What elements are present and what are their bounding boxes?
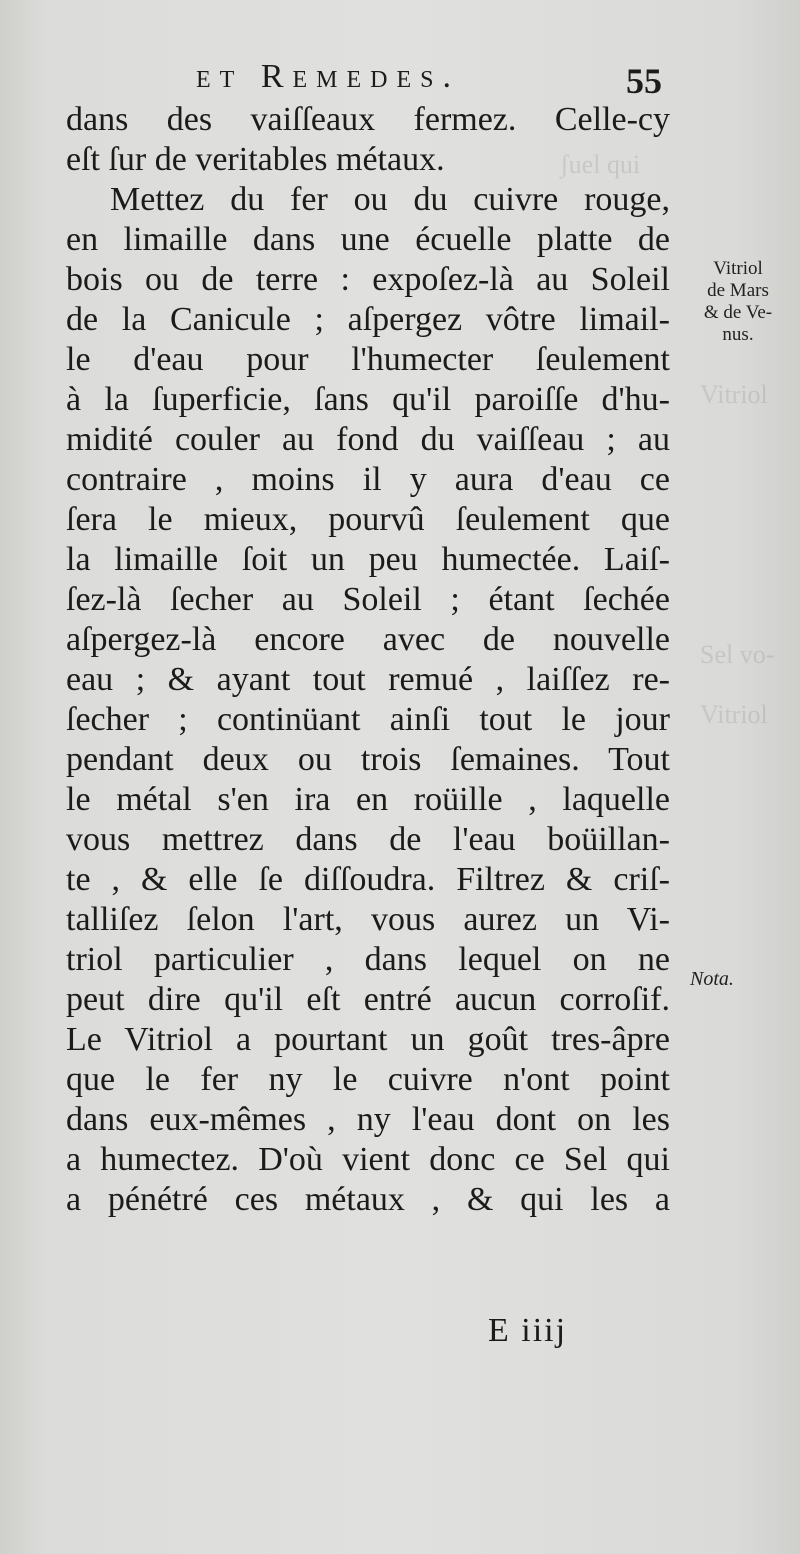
text-line: le métal s'en ira en roüille , laquelle — [66, 781, 670, 818]
text-line: à la ſuperficie, ſans qu'il paroiſſe d'hu- — [66, 381, 670, 418]
show-through-bleed: Sel vo- — [700, 640, 775, 669]
body-text — [66, 100, 670, 1220]
margin-note-line: nus. — [722, 324, 754, 345]
text-line: talliſez ſelon l'art, vous aurez un Vi- — [66, 901, 670, 938]
margin-note-line: & de Ve- — [703, 302, 773, 323]
text-line: pendant deux ou trois ſemaines. Tout — [66, 741, 670, 778]
text-line: aſpergez-là encore avec de nouvelle — [66, 621, 670, 658]
text-line: te , & elle ſe diſſoudra. Filtrez & criſ- — [66, 861, 670, 898]
text-line: Le Vitriol a pourtant un goût tres-âpre — [66, 1021, 670, 1058]
show-through-bleed: Vitriol — [700, 380, 768, 409]
text-line: dans eux-mêmes , ny l'eau dont on les — [66, 1101, 670, 1138]
text-line: a humectez. D'où vient donc ce Sel qui — [66, 1141, 670, 1178]
page-number: 55 — [626, 61, 662, 101]
show-through-bleed: Vitriol — [700, 700, 768, 729]
text-line: le d'eau pour l'humecter ſeulement — [66, 341, 670, 378]
margin-note-nota: Nota. — [690, 968, 734, 990]
text-line: triol particulier , dans lequel on ne — [66, 941, 670, 978]
signature-mark: E iiij — [488, 1312, 568, 1349]
text-line: Mettez du fer ou du cuivre rouge, — [110, 181, 670, 218]
text-line: ſera le mieux, pourvû ſeulement que — [66, 501, 670, 538]
text-line: la limaille ſoit un peu humectée. Laiſ- — [66, 541, 670, 578]
text-line: que le fer ny le cuivre n'ont point — [66, 1061, 670, 1098]
text-line: bois ou de terre : expoſez-là au Soleil — [66, 261, 670, 298]
running-head: et Remedes. — [196, 58, 460, 95]
text-line: eſt ſur de veritables métaux. — [66, 141, 445, 178]
text-line: de la Canicule ; aſpergez vôtre limail- — [66, 301, 670, 338]
margin-note-line: Vitriol — [713, 258, 763, 279]
text-line: eau ; & ayant tout remué , laiſſez re- — [66, 661, 670, 698]
text-line: ſecher ; continüant ainſi tout le jour — [66, 701, 670, 738]
text-line: en limaille dans une écuelle platte de — [66, 221, 670, 258]
text-line: midité couler au fond du vaiſſeau ; au — [66, 421, 670, 458]
text-line: vous mettrez dans de l'eau boüillan- — [66, 821, 670, 858]
text-line: ſez-là ſecher au Soleil ; étant ſechée — [66, 581, 670, 618]
text-line: contraire , moins il y aura d'eau ce — [66, 461, 670, 498]
margin-note-vitriol — [682, 258, 794, 346]
text-line: a pénétré ces métaux , & qui les a — [66, 1181, 670, 1218]
page-header — [0, 58, 800, 104]
margin-note-line: de Mars — [707, 280, 769, 301]
text-line: dans des vaiſſeaux fermez. Celle-cy — [66, 101, 670, 138]
show-through-bleed: ʃuel qui — [560, 150, 641, 179]
text-line: peut dire qu'il eſt entré aucun corroſif. — [66, 981, 670, 1018]
